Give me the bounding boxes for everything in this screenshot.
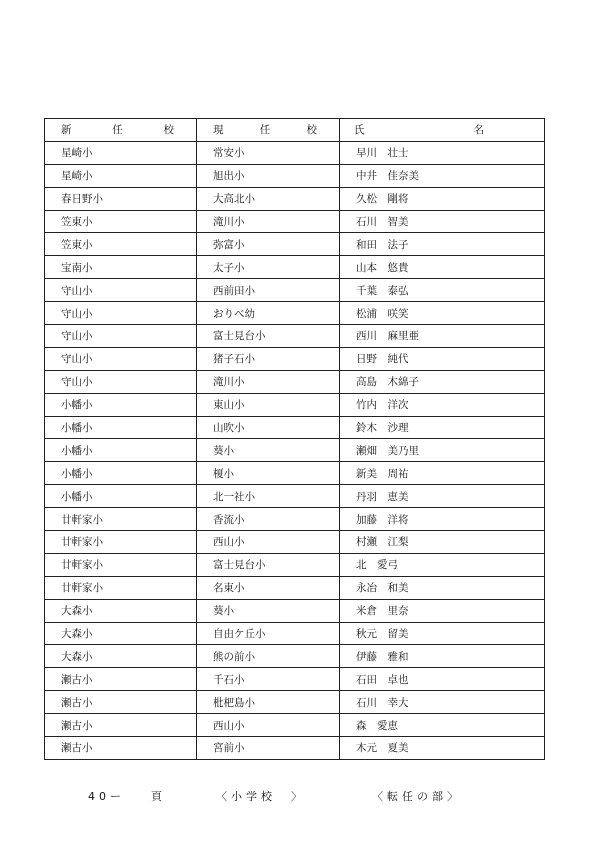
cell-current-school: 猪子石小 xyxy=(197,347,340,370)
cell-current-school: 山吹小 xyxy=(197,416,340,439)
cell-current-school: 葵小 xyxy=(197,439,340,462)
cell-current-school: 千石小 xyxy=(197,668,340,691)
page-number: 40ー xyxy=(88,790,125,803)
cell-name: 西川 麻里亜 xyxy=(340,325,545,348)
section-label: 〈転任の部〉 xyxy=(372,790,462,803)
cell-name: 村瀬 江梨 xyxy=(340,531,545,554)
table-row xyxy=(45,416,545,439)
header-new-school xyxy=(45,119,197,142)
cell-new-school: 廿軒家小 xyxy=(45,531,197,554)
cell-current-school: 自由ケ丘小 xyxy=(197,622,340,645)
table-row xyxy=(45,462,545,485)
cell-current-school: 富士見台小 xyxy=(197,553,340,576)
cell-current-school: 常安小 xyxy=(197,141,340,164)
cell-name: 森 愛恵 xyxy=(340,714,545,737)
table-row xyxy=(45,645,545,668)
cell-name: 伊藤 雅和 xyxy=(340,645,545,668)
header-current-school-char: 校 xyxy=(306,124,317,137)
cell-new-school: 瀬古小 xyxy=(45,714,197,737)
table-row xyxy=(45,622,545,645)
header-new-school-char: 校 xyxy=(163,124,174,137)
cell-name: 米倉 里奈 xyxy=(340,599,545,622)
cell-current-school: おりべ幼 xyxy=(197,302,340,325)
cell-current-school: 宮前小 xyxy=(197,737,340,760)
table-row xyxy=(45,164,545,187)
cell-new-school: 廿軒家小 xyxy=(45,576,197,599)
cell-name: 和田 法子 xyxy=(340,233,545,256)
cell-new-school: 廿軒家小 xyxy=(45,508,197,531)
cell-new-school: 廿軒家小 xyxy=(45,553,197,576)
cell-new-school: 守山小 xyxy=(45,370,197,393)
table-row xyxy=(45,737,545,760)
header-name xyxy=(340,119,545,142)
cell-current-school: 東山小 xyxy=(197,393,340,416)
cell-new-school: 春日野小 xyxy=(45,187,197,210)
page-unit: 頁 xyxy=(151,790,166,803)
table-row xyxy=(45,210,545,233)
cell-current-school: 滝川小 xyxy=(197,370,340,393)
table-row xyxy=(45,599,545,622)
header-new-school-char: 任 xyxy=(112,124,123,137)
cell-current-school: 香流小 xyxy=(197,508,340,531)
cell-current-school: 北一社小 xyxy=(197,485,340,508)
cell-new-school: 大森小 xyxy=(45,622,197,645)
table-row xyxy=(45,302,545,325)
page-footer xyxy=(0,788,595,804)
cell-current-school: 大高北小 xyxy=(197,187,340,210)
cell-new-school: 守山小 xyxy=(45,347,197,370)
table-row xyxy=(45,553,545,576)
cell-name: 松浦 咲笑 xyxy=(340,302,545,325)
table-row xyxy=(45,508,545,531)
table-row xyxy=(45,393,545,416)
personnel-table xyxy=(44,118,545,760)
cell-name: 鈴木 沙理 xyxy=(340,416,545,439)
header-current-school-char: 現 xyxy=(213,124,224,137)
header-name-char: 名 xyxy=(473,124,484,137)
cell-new-school: 小幡小 xyxy=(45,393,197,416)
cell-current-school: 熊の前小 xyxy=(197,645,340,668)
cell-new-school: 宝南小 xyxy=(45,256,197,279)
cell-current-school: 枇杷島小 xyxy=(197,691,340,714)
cell-current-school: 西山小 xyxy=(197,531,340,554)
cell-new-school: 瀬古小 xyxy=(45,668,197,691)
cell-new-school: 瀬古小 xyxy=(45,691,197,714)
table-row xyxy=(45,691,545,714)
cell-name: 竹内 洋次 xyxy=(340,393,545,416)
table-row xyxy=(45,668,545,691)
cell-name: 永冶 和美 xyxy=(340,576,545,599)
cell-name: 加藤 洋将 xyxy=(340,508,545,531)
cell-name: 高島 木綿子 xyxy=(340,370,545,393)
cell-new-school: 小幡小 xyxy=(45,416,197,439)
cell-current-school: 旭出小 xyxy=(197,164,340,187)
cell-name: 新美 周祐 xyxy=(340,462,545,485)
cell-new-school: 瀬古小 xyxy=(45,737,197,760)
cell-name: 石田 卓也 xyxy=(340,668,545,691)
cell-name: 北 愛弓 xyxy=(340,553,545,576)
cell-name: 早川 壮士 xyxy=(340,141,545,164)
cell-new-school: 小幡小 xyxy=(45,462,197,485)
table-row xyxy=(45,439,545,462)
cell-name: 丹羽 恵美 xyxy=(340,485,545,508)
table-row xyxy=(45,233,545,256)
table-row xyxy=(45,347,545,370)
cell-new-school: 小幡小 xyxy=(45,439,197,462)
header-current-school-char: 任 xyxy=(259,124,271,137)
cell-current-school: 西山小 xyxy=(197,714,340,737)
header-name-char: 氏 xyxy=(354,124,365,137)
table-row xyxy=(45,531,545,554)
cell-current-school: 名東小 xyxy=(197,576,340,599)
cell-new-school: 小幡小 xyxy=(45,485,197,508)
table-row xyxy=(45,256,545,279)
table-row xyxy=(45,141,545,164)
cell-current-school: 弥富小 xyxy=(197,233,340,256)
cell-new-school: 星崎小 xyxy=(45,141,197,164)
cell-name: 瀬畑 美乃里 xyxy=(340,439,545,462)
table-row xyxy=(45,485,545,508)
cell-name: 久松 剛将 xyxy=(340,187,545,210)
header-new-school-char: 新 xyxy=(61,124,72,137)
cell-name: 中井 佳奈美 xyxy=(340,164,545,187)
cell-current-school: 葵小 xyxy=(197,599,340,622)
table-row xyxy=(45,576,545,599)
table-row xyxy=(45,187,545,210)
cell-new-school: 星崎小 xyxy=(45,164,197,187)
table-row xyxy=(45,370,545,393)
cell-current-school: 太子小 xyxy=(197,256,340,279)
cell-new-school: 守山小 xyxy=(45,325,197,348)
table-body xyxy=(45,141,545,759)
cell-name: 石川 智美 xyxy=(340,210,545,233)
table-header-row xyxy=(45,119,545,142)
cell-current-school: 西前田小 xyxy=(197,279,340,302)
cell-name: 木元 夏美 xyxy=(340,737,545,760)
cell-current-school: 榎小 xyxy=(197,462,340,485)
table-row xyxy=(45,279,545,302)
table-row xyxy=(45,714,545,737)
cell-current-school: 滝川小 xyxy=(197,210,340,233)
cell-name: 山本 悠貴 xyxy=(340,256,545,279)
cell-new-school: 守山小 xyxy=(45,279,197,302)
cell-new-school: 大森小 xyxy=(45,645,197,668)
category-label: 〈小学校 〉 xyxy=(216,790,306,803)
cell-new-school: 大森小 xyxy=(45,599,197,622)
cell-name: 秋元 留美 xyxy=(340,622,545,645)
cell-new-school: 笠東小 xyxy=(45,210,197,233)
cell-new-school: 笠東小 xyxy=(45,233,197,256)
cell-name: 千葉 泰弘 xyxy=(340,279,545,302)
table-row xyxy=(45,325,545,348)
cell-name: 石川 幸大 xyxy=(340,691,545,714)
cell-current-school: 富士見台小 xyxy=(197,325,340,348)
cell-name: 日野 純代 xyxy=(340,347,545,370)
cell-new-school: 守山小 xyxy=(45,302,197,325)
header-current-school xyxy=(197,119,340,142)
